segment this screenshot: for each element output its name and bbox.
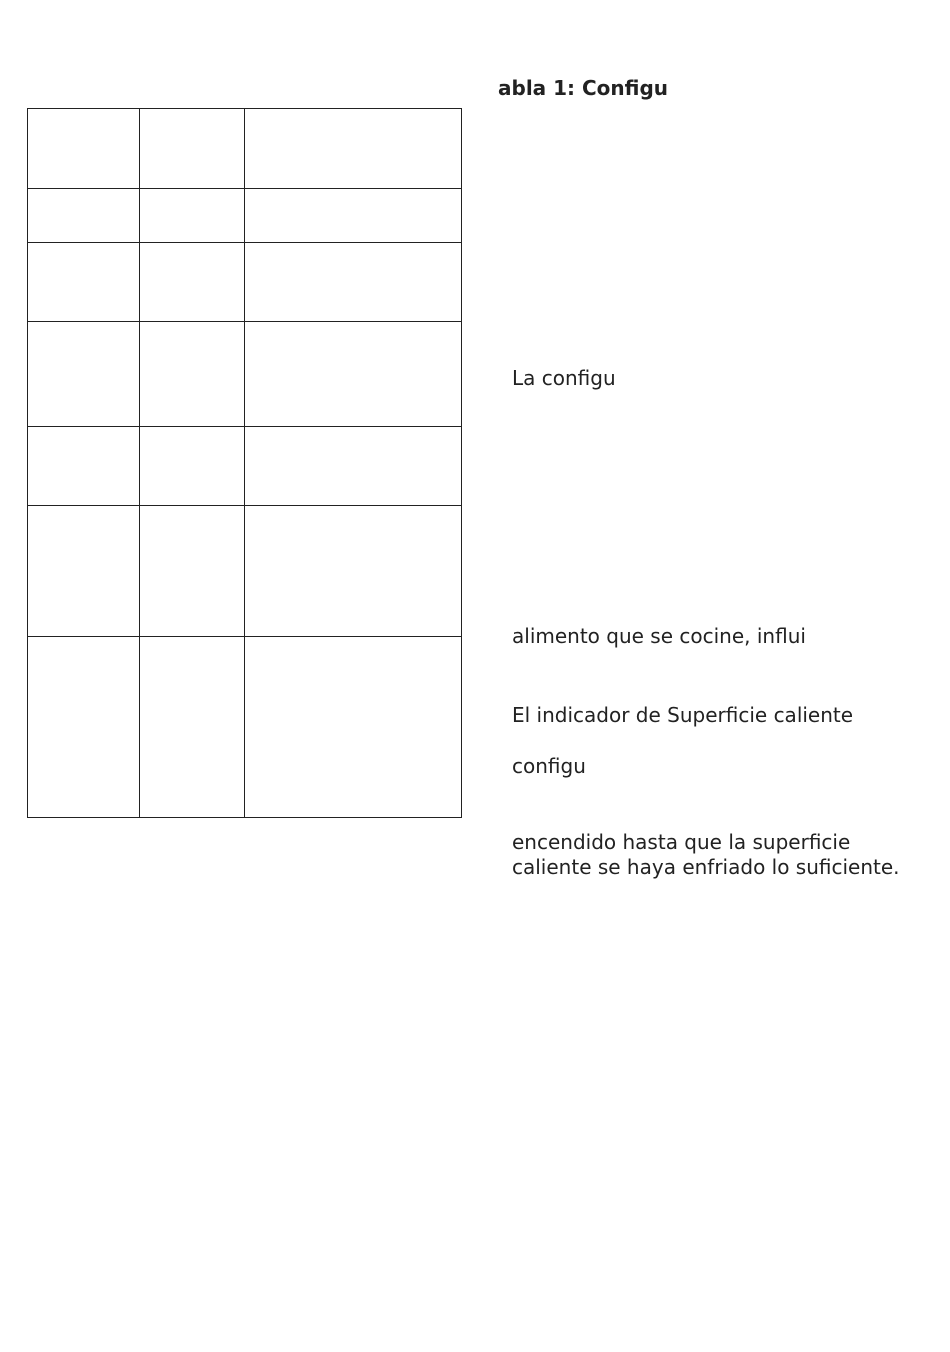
table-cell (28, 506, 140, 637)
table-row (28, 427, 462, 506)
table-cell (28, 189, 140, 243)
table-cell (28, 322, 140, 427)
table-cell (140, 109, 245, 189)
paragraph-hot-surface-indicator: El indicador de Superficie caliente (512, 703, 854, 727)
table-cell (140, 322, 245, 427)
paragraph-cooldown-line-2: caliente se haya enfriado lo suficiente. (512, 855, 900, 879)
paragraph-cooldown-line-1: encendido hasta que la superficie (512, 830, 851, 854)
table-row (28, 637, 462, 818)
paragraph-config: La configu (512, 366, 616, 390)
table-row (28, 109, 462, 189)
table-cell (28, 243, 140, 322)
table-cell (245, 506, 462, 637)
table-cell (245, 322, 462, 427)
table-cell (28, 109, 140, 189)
table-row (28, 243, 462, 322)
table-cell (28, 637, 140, 818)
paragraph-cooldown (512, 830, 932, 880)
table-row (28, 189, 462, 243)
table-row (28, 322, 462, 427)
paragraph-food: alimento que se cocine, influi (512, 624, 806, 648)
table-cell (140, 427, 245, 506)
table-cell (245, 109, 462, 189)
paragraph-config-fragment: configu (512, 754, 586, 778)
table-cell (140, 637, 245, 818)
table-title: abla 1: Configu (498, 76, 669, 100)
table-cell (140, 243, 245, 322)
table-row (28, 506, 462, 637)
table-cell (245, 637, 462, 818)
table-cell (28, 427, 140, 506)
table-cell (140, 506, 245, 637)
table-cell (245, 189, 462, 243)
table-cell (245, 243, 462, 322)
settings-table (27, 108, 462, 818)
table-cell (140, 189, 245, 243)
table-cell (245, 427, 462, 506)
